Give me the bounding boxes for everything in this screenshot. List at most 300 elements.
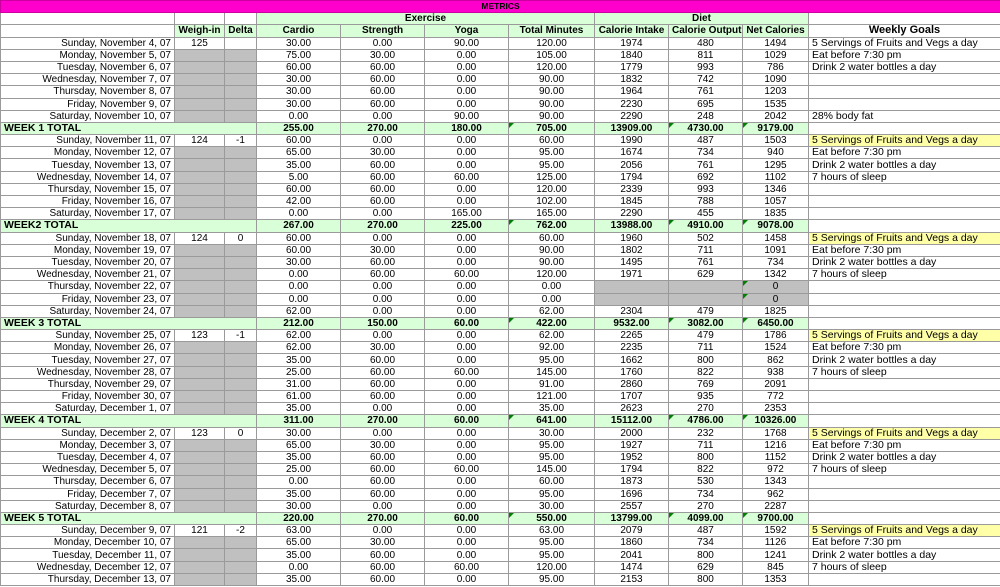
weekly-goals-header[interactable]: Weekly Goals <box>809 25 1000 37</box>
total-minutes-cell[interactable]: 30.00 <box>509 427 595 439</box>
calorie-output-cell[interactable]: 270 <box>669 500 743 512</box>
weekly-goal-cell[interactable]: 5 Servings of Fruits and Vegs a day <box>809 232 1000 244</box>
delta-cell[interactable] <box>225 549 257 561</box>
calorie-output-cell[interactable]: 487 <box>669 135 743 147</box>
net-calories-cell[interactable]: 1494 <box>743 37 809 49</box>
cardio-total-cell[interactable]: 220.00 <box>257 512 341 524</box>
weigh-in-cell[interactable] <box>175 342 225 354</box>
strength-cell[interactable]: 60.00 <box>341 366 425 378</box>
total-minutes-cell[interactable]: 95.00 <box>509 354 595 366</box>
calorie-intake-cell[interactable]: 1990 <box>595 135 669 147</box>
delta-cell[interactable] <box>225 305 257 317</box>
cardio-cell[interactable]: 62.00 <box>257 342 341 354</box>
delta-cell[interactable] <box>225 573 257 585</box>
delta-cell[interactable] <box>225 391 257 403</box>
weekly-goal-cell[interactable] <box>809 391 1000 403</box>
yoga-cell[interactable]: 0.00 <box>425 232 509 244</box>
weekly-goal-cell[interactable]: 5 Servings of Fruits and Vegs a day <box>809 525 1000 537</box>
calorie-output-cell[interactable]: 800 <box>669 354 743 366</box>
calorie-intake-cell[interactable] <box>595 293 669 305</box>
strength-cell[interactable]: 60.00 <box>341 451 425 463</box>
weigh-in-cell[interactable]: 123 <box>175 427 225 439</box>
delta-cell[interactable]: -1 <box>225 330 257 342</box>
weigh-in-cell[interactable] <box>175 74 225 86</box>
weigh-in-cell[interactable] <box>175 98 225 110</box>
cardio-cell[interactable]: 65.00 <box>257 439 341 451</box>
date-cell[interactable]: Monday, November 5, 07 <box>1 49 175 61</box>
date-cell[interactable]: Sunday, November 18, 07 <box>1 232 175 244</box>
net-calories-cell[interactable]: 1091 <box>743 244 809 256</box>
date-cell[interactable]: Friday, November 23, 07 <box>1 293 175 305</box>
cardio-cell[interactable]: 60.00 <box>257 135 341 147</box>
weekly-goal-cell[interactable]: Drink 2 water bottles a day <box>809 61 1000 73</box>
calorie-intake-cell[interactable]: 1802 <box>595 244 669 256</box>
weekly-goal-cell[interactable] <box>809 183 1000 195</box>
calorie-output-cell[interactable]: 800 <box>669 549 743 561</box>
calorie-output-cell[interactable]: 800 <box>669 573 743 585</box>
calorie-output-cell[interactable]: 761 <box>669 86 743 98</box>
goal-cell[interactable] <box>809 415 1000 427</box>
total-minutes-cell[interactable]: 90.00 <box>509 110 595 122</box>
calorie-intake-cell[interactable]: 1832 <box>595 74 669 86</box>
strength-cell[interactable]: 60.00 <box>341 196 425 208</box>
cardio-cell[interactable]: 30.00 <box>257 500 341 512</box>
cardio-total-cell[interactable]: 212.00 <box>257 317 341 329</box>
output-total-cell[interactable]: 4910.00 <box>669 220 743 232</box>
delta-cell[interactable]: -2 <box>225 525 257 537</box>
net-calories-cell[interactable]: 1029 <box>743 49 809 61</box>
calorie-output-cell[interactable]: 629 <box>669 561 743 573</box>
calorie-intake-cell[interactable]: 1960 <box>595 232 669 244</box>
weigh-in-cell[interactable] <box>175 183 225 195</box>
strength-cell[interactable]: 30.00 <box>341 537 425 549</box>
cardio-cell[interactable]: 0.00 <box>257 561 341 573</box>
net-calories-cell[interactable]: 1102 <box>743 171 809 183</box>
calorie-intake-cell[interactable]: 2230 <box>595 98 669 110</box>
calorie-intake-cell[interactable]: 2339 <box>595 183 669 195</box>
weigh-in-cell[interactable] <box>175 464 225 476</box>
cardio-cell[interactable]: 25.00 <box>257 464 341 476</box>
date-cell[interactable]: Tuesday, November 6, 07 <box>1 61 175 73</box>
net-calories-cell[interactable]: 1342 <box>743 269 809 281</box>
yoga-cell[interactable]: 0.00 <box>425 86 509 98</box>
calorie-intake-cell[interactable]: 2860 <box>595 378 669 390</box>
total-minutes-cell[interactable]: 92.00 <box>509 342 595 354</box>
minutes-total-cell[interactable]: 422.00 <box>509 317 595 329</box>
yoga-cell[interactable]: 60.00 <box>425 171 509 183</box>
strength-cell[interactable]: 60.00 <box>341 256 425 268</box>
calorie-output-cell[interactable]: 993 <box>669 183 743 195</box>
delta-cell[interactable] <box>225 208 257 220</box>
cardio-total-cell[interactable]: 255.00 <box>257 122 341 134</box>
delta-cell[interactable] <box>225 342 257 354</box>
header-cell[interactable] <box>175 13 225 25</box>
weigh-in-cell[interactable] <box>175 451 225 463</box>
weekly-goal-cell[interactable] <box>809 500 1000 512</box>
weigh-in-cell[interactable] <box>175 561 225 573</box>
intake-total-cell[interactable]: 15112.00 <box>595 415 669 427</box>
total-minutes-cell[interactable]: 95.00 <box>509 451 595 463</box>
date-cell[interactable]: Thursday, November 29, 07 <box>1 378 175 390</box>
net-calories-cell[interactable]: 1346 <box>743 183 809 195</box>
net-calories-cell[interactable]: 2091 <box>743 378 809 390</box>
strength-cell[interactable]: 0.00 <box>341 330 425 342</box>
calorie-intake-cell[interactable]: 1707 <box>595 391 669 403</box>
weekly-goal-cell[interactable] <box>809 293 1000 305</box>
cardio-cell[interactable]: 35.00 <box>257 159 341 171</box>
cardio-cell[interactable]: 35.00 <box>257 488 341 500</box>
weekly-goal-cell[interactable]: 5 Servings of Fruits and Vegs a day <box>809 37 1000 49</box>
delta-cell[interactable] <box>225 74 257 86</box>
calorie-intake-cell[interactable]: 1927 <box>595 439 669 451</box>
total-minutes-cell[interactable]: 120.00 <box>509 183 595 195</box>
exercise-group-header[interactable]: Exercise <box>257 13 595 25</box>
calorie-intake-cell[interactable]: 2304 <box>595 305 669 317</box>
header-cell[interactable] <box>1 13 175 25</box>
total-minutes-cell[interactable]: 102.00 <box>509 196 595 208</box>
calorie-intake-cell[interactable]: 1873 <box>595 476 669 488</box>
date-cell[interactable]: Monday, December 10, 07 <box>1 537 175 549</box>
total-minutes-header[interactable]: Total Minutes <box>509 25 595 37</box>
strength-cell[interactable]: 60.00 <box>341 573 425 585</box>
cardio-cell[interactable]: 0.00 <box>257 208 341 220</box>
weekly-goal-cell[interactable] <box>809 281 1000 293</box>
yoga-cell[interactable]: 0.00 <box>425 159 509 171</box>
total-minutes-cell[interactable]: 63.00 <box>509 525 595 537</box>
cardio-cell[interactable]: 31.00 <box>257 378 341 390</box>
date-cell[interactable]: Saturday, December 8, 07 <box>1 500 175 512</box>
delta-cell[interactable] <box>225 86 257 98</box>
strength-cell[interactable]: 60.00 <box>341 98 425 110</box>
calorie-output-cell[interactable]: 822 <box>669 366 743 378</box>
calorie-output-cell[interactable]: 695 <box>669 98 743 110</box>
minutes-total-cell[interactable]: 705.00 <box>509 122 595 134</box>
calorie-intake-cell[interactable]: 2623 <box>595 403 669 415</box>
net-calories-cell[interactable]: 940 <box>743 147 809 159</box>
weigh-in-cell[interactable]: 125 <box>175 37 225 49</box>
diet-group-header[interactable]: Diet <box>595 13 809 25</box>
strength-cell[interactable]: 60.00 <box>341 561 425 573</box>
total-minutes-cell[interactable]: 60.00 <box>509 135 595 147</box>
calorie-intake-cell[interactable] <box>595 281 669 293</box>
total-minutes-cell[interactable]: 165.00 <box>509 208 595 220</box>
calorie-intake-cell[interactable]: 1860 <box>595 537 669 549</box>
cardio-cell[interactable]: 30.00 <box>257 86 341 98</box>
weekly-goal-cell[interactable]: 7 hours of sleep <box>809 561 1000 573</box>
total-minutes-cell[interactable]: 95.00 <box>509 147 595 159</box>
delta-cell[interactable] <box>225 49 257 61</box>
cardio-cell[interactable]: 35.00 <box>257 549 341 561</box>
calorie-output-cell[interactable] <box>669 293 743 305</box>
calorie-intake-cell[interactable]: 1760 <box>595 366 669 378</box>
week-total-label[interactable]: WEEK 3 TOTAL <box>1 317 257 329</box>
net-calories-cell[interactable]: 972 <box>743 464 809 476</box>
strength-total-cell[interactable]: 150.00 <box>341 317 425 329</box>
output-total-cell[interactable]: 4099.00 <box>669 512 743 524</box>
weigh-in-cell[interactable] <box>175 159 225 171</box>
delta-cell[interactable] <box>225 98 257 110</box>
weigh-in-cell[interactable]: 124 <box>175 232 225 244</box>
total-minutes-cell[interactable]: 90.00 <box>509 256 595 268</box>
net-total-cell[interactable]: 6450.00 <box>743 317 809 329</box>
cardio-cell[interactable]: 62.00 <box>257 330 341 342</box>
calorie-output-cell[interactable]: 822 <box>669 464 743 476</box>
calorie-output-cell[interactable]: 455 <box>669 208 743 220</box>
calorie-output-cell[interactable]: 788 <box>669 196 743 208</box>
cardio-cell[interactable]: 0.00 <box>257 269 341 281</box>
total-minutes-cell[interactable]: 95.00 <box>509 573 595 585</box>
cardio-cell[interactable]: 0.00 <box>257 110 341 122</box>
date-cell[interactable]: Wednesday, December 5, 07 <box>1 464 175 476</box>
date-cell[interactable]: Tuesday, December 4, 07 <box>1 451 175 463</box>
delta-header[interactable]: Delta <box>225 25 257 37</box>
calorie-intake-cell[interactable]: 1794 <box>595 464 669 476</box>
calorie-output-cell[interactable]: 811 <box>669 49 743 61</box>
net-calories-cell[interactable]: 862 <box>743 354 809 366</box>
total-minutes-cell[interactable]: 95.00 <box>509 488 595 500</box>
calorie-output-cell[interactable]: 711 <box>669 244 743 256</box>
date-cell[interactable]: Saturday, November 10, 07 <box>1 110 175 122</box>
total-minutes-cell[interactable]: 90.00 <box>509 244 595 256</box>
weigh-in-cell[interactable]: 124 <box>175 135 225 147</box>
date-cell[interactable]: Wednesday, November 21, 07 <box>1 269 175 281</box>
cardio-cell[interactable]: 35.00 <box>257 354 341 366</box>
net-calories-cell[interactable]: 734 <box>743 256 809 268</box>
strength-cell[interactable]: 30.00 <box>341 244 425 256</box>
date-column-header[interactable] <box>1 25 175 37</box>
total-minutes-cell[interactable]: 30.00 <box>509 500 595 512</box>
calorie-output-cell[interactable]: 487 <box>669 525 743 537</box>
calorie-intake-cell[interactable]: 1964 <box>595 86 669 98</box>
delta-cell[interactable] <box>225 403 257 415</box>
date-cell[interactable]: Friday, November 16, 07 <box>1 196 175 208</box>
weekly-goal-cell[interactable]: 7 hours of sleep <box>809 269 1000 281</box>
strength-cell[interactable]: 30.00 <box>341 147 425 159</box>
minutes-total-cell[interactable]: 641.00 <box>509 415 595 427</box>
strength-cell[interactable]: 60.00 <box>341 74 425 86</box>
strength-cell[interactable]: 0.00 <box>341 110 425 122</box>
strength-cell[interactable]: 30.00 <box>341 439 425 451</box>
weigh-in-cell[interactable] <box>175 110 225 122</box>
goal-cell[interactable] <box>809 317 1000 329</box>
intake-total-cell[interactable]: 13909.00 <box>595 122 669 134</box>
yoga-cell[interactable]: 0.00 <box>425 403 509 415</box>
total-minutes-cell[interactable]: 90.00 <box>509 74 595 86</box>
total-minutes-cell[interactable]: 125.00 <box>509 171 595 183</box>
net-calories-cell[interactable]: 1090 <box>743 74 809 86</box>
net-calories-cell[interactable]: 1343 <box>743 476 809 488</box>
sheet-title[interactable]: METRICS <box>1 1 1000 13</box>
weigh-in-cell[interactable] <box>175 366 225 378</box>
cardio-cell[interactable]: 65.00 <box>257 147 341 159</box>
goal-cell[interactable] <box>809 220 1000 232</box>
yoga-cell[interactable]: 0.00 <box>425 500 509 512</box>
weigh-in-cell[interactable] <box>175 171 225 183</box>
strength-cell[interactable]: 60.00 <box>341 61 425 73</box>
strength-total-cell[interactable]: 270.00 <box>341 512 425 524</box>
delta-cell[interactable]: 0 <box>225 232 257 244</box>
delta-cell[interactable] <box>225 500 257 512</box>
yoga-cell[interactable]: 60.00 <box>425 366 509 378</box>
date-cell[interactable]: Saturday, November 24, 07 <box>1 305 175 317</box>
strength-cell[interactable]: 60.00 <box>341 269 425 281</box>
calorie-output-cell[interactable]: 502 <box>669 232 743 244</box>
cardio-cell[interactable]: 30.00 <box>257 256 341 268</box>
calorie-output-cell[interactable]: 479 <box>669 330 743 342</box>
net-calories-cell[interactable]: 845 <box>743 561 809 573</box>
total-minutes-cell[interactable]: 105.00 <box>509 49 595 61</box>
calorie-intake-cell[interactable]: 1495 <box>595 256 669 268</box>
strength-cell[interactable]: 60.00 <box>341 159 425 171</box>
weekly-goal-cell[interactable]: 7 hours of sleep <box>809 464 1000 476</box>
calorie-output-cell[interactable]: 270 <box>669 403 743 415</box>
cardio-cell[interactable]: 63.00 <box>257 525 341 537</box>
header-cell[interactable] <box>225 13 257 25</box>
net-calories-cell[interactable]: 1241 <box>743 549 809 561</box>
yoga-total-cell[interactable]: 60.00 <box>425 317 509 329</box>
strength-total-cell[interactable]: 270.00 <box>341 122 425 134</box>
total-minutes-cell[interactable]: 35.00 <box>509 403 595 415</box>
strength-cell[interactable]: 60.00 <box>341 549 425 561</box>
calorie-output-cell[interactable]: 480 <box>669 37 743 49</box>
weekly-goal-cell[interactable]: Eat before 7:30 pm <box>809 439 1000 451</box>
yoga-cell[interactable]: 0.00 <box>425 281 509 293</box>
strength-header[interactable]: Strength <box>341 25 425 37</box>
weigh-in-cell[interactable] <box>175 391 225 403</box>
weigh-in-cell[interactable] <box>175 86 225 98</box>
cardio-cell[interactable]: 62.00 <box>257 305 341 317</box>
yoga-cell[interactable]: 0.00 <box>425 525 509 537</box>
weekly-goal-cell[interactable]: 28% body fat <box>809 110 1000 122</box>
date-cell[interactable]: Sunday, November 25, 07 <box>1 330 175 342</box>
weigh-in-cell[interactable] <box>175 500 225 512</box>
cardio-cell[interactable]: 60.00 <box>257 183 341 195</box>
calorie-intake-cell[interactable]: 2041 <box>595 549 669 561</box>
strength-cell[interactable]: 30.00 <box>341 49 425 61</box>
calorie-intake-cell[interactable]: 2056 <box>595 159 669 171</box>
goal-cell[interactable] <box>809 512 1000 524</box>
delta-cell[interactable] <box>225 439 257 451</box>
total-minutes-cell[interactable]: 145.00 <box>509 366 595 378</box>
strength-cell[interactable]: 60.00 <box>341 464 425 476</box>
yoga-total-cell[interactable]: 225.00 <box>425 220 509 232</box>
cardio-cell[interactable]: 35.00 <box>257 403 341 415</box>
total-minutes-cell[interactable]: 62.00 <box>509 330 595 342</box>
delta-cell[interactable] <box>225 110 257 122</box>
delta-cell[interactable] <box>225 464 257 476</box>
calorie-intake-cell[interactable]: 2265 <box>595 330 669 342</box>
weekly-goal-cell[interactable] <box>809 573 1000 585</box>
cardio-cell[interactable]: 35.00 <box>257 451 341 463</box>
yoga-cell[interactable]: 0.00 <box>425 183 509 195</box>
delta-cell[interactable] <box>225 366 257 378</box>
delta-cell[interactable] <box>225 537 257 549</box>
net-calories-cell[interactable]: 1458 <box>743 232 809 244</box>
calorie-intake-cell[interactable]: 1662 <box>595 354 669 366</box>
weekly-goal-cell[interactable]: 7 hours of sleep <box>809 366 1000 378</box>
delta-cell[interactable] <box>225 171 257 183</box>
cardio-cell[interactable]: 25.00 <box>257 366 341 378</box>
weekly-goal-cell[interactable] <box>809 98 1000 110</box>
calorie-output-cell[interactable]: 734 <box>669 147 743 159</box>
strength-cell[interactable]: 0.00 <box>341 403 425 415</box>
output-total-cell[interactable]: 4730.00 <box>669 122 743 134</box>
cardio-cell[interactable]: 30.00 <box>257 37 341 49</box>
calorie-intake-cell[interactable]: 2153 <box>595 573 669 585</box>
net-calories-cell[interactable]: 1835 <box>743 208 809 220</box>
strength-cell[interactable]: 0.00 <box>341 281 425 293</box>
weekly-goal-cell[interactable] <box>809 86 1000 98</box>
cardio-cell[interactable]: 60.00 <box>257 232 341 244</box>
net-calories-cell[interactable]: 1203 <box>743 86 809 98</box>
calorie-intake-cell[interactable]: 2290 <box>595 208 669 220</box>
strength-cell[interactable]: 60.00 <box>341 488 425 500</box>
delta-cell[interactable] <box>225 147 257 159</box>
weigh-in-cell[interactable] <box>175 476 225 488</box>
weekly-goal-cell[interactable]: 7 hours of sleep <box>809 171 1000 183</box>
calorie-intake-cell[interactable]: 1674 <box>595 147 669 159</box>
weigh-in-cell[interactable] <box>175 305 225 317</box>
total-minutes-cell[interactable]: 0.00 <box>509 281 595 293</box>
yoga-cell[interactable]: 0.00 <box>425 573 509 585</box>
yoga-cell[interactable]: 90.00 <box>425 37 509 49</box>
weekly-goal-cell[interactable]: Eat before 7:30 pm <box>809 147 1000 159</box>
strength-cell[interactable]: 60.00 <box>341 391 425 403</box>
delta-cell[interactable] <box>225 244 257 256</box>
date-cell[interactable]: Tuesday, November 27, 07 <box>1 354 175 366</box>
date-cell[interactable]: Wednesday, November 7, 07 <box>1 74 175 86</box>
calorie-intake-cell[interactable]: 2290 <box>595 110 669 122</box>
yoga-cell[interactable]: 60.00 <box>425 464 509 476</box>
net-calories-cell[interactable]: 1786 <box>743 330 809 342</box>
date-cell[interactable]: Monday, December 3, 07 <box>1 439 175 451</box>
strength-total-cell[interactable]: 270.00 <box>341 220 425 232</box>
calorie-output-cell[interactable]: 232 <box>669 427 743 439</box>
weigh-in-cell[interactable]: 121 <box>175 525 225 537</box>
weigh-in-cell[interactable] <box>175 573 225 585</box>
date-cell[interactable]: Friday, November 30, 07 <box>1 391 175 403</box>
calorie-output-cell[interactable]: 530 <box>669 476 743 488</box>
yoga-cell[interactable]: 0.00 <box>425 330 509 342</box>
yoga-total-cell[interactable]: 180.00 <box>425 122 509 134</box>
yoga-cell[interactable]: 0.00 <box>425 476 509 488</box>
calorie-output-cell[interactable]: 734 <box>669 537 743 549</box>
cardio-header[interactable]: Cardio <box>257 25 341 37</box>
weekly-goal-cell[interactable]: Drink 2 water bottles a day <box>809 256 1000 268</box>
calorie-output-header[interactable]: Calorie Output <box>669 25 743 37</box>
calorie-output-cell[interactable]: 993 <box>669 61 743 73</box>
net-calories-cell[interactable]: 1295 <box>743 159 809 171</box>
delta-cell[interactable] <box>225 561 257 573</box>
total-minutes-cell[interactable]: 95.00 <box>509 537 595 549</box>
delta-cell[interactable] <box>225 269 257 281</box>
net-calories-cell[interactable]: 1503 <box>743 135 809 147</box>
net-calories-cell[interactable]: 0 <box>743 281 809 293</box>
yoga-cell[interactable]: 0.00 <box>425 256 509 268</box>
calorie-output-cell[interactable]: 935 <box>669 391 743 403</box>
goal-cell[interactable] <box>809 122 1000 134</box>
weigh-in-cell[interactable] <box>175 256 225 268</box>
weekly-goal-cell[interactable] <box>809 488 1000 500</box>
net-calories-cell[interactable]: 2042 <box>743 110 809 122</box>
yoga-cell[interactable]: 0.00 <box>425 549 509 561</box>
total-minutes-cell[interactable]: 120.00 <box>509 61 595 73</box>
yoga-cell[interactable]: 165.00 <box>425 208 509 220</box>
yoga-total-cell[interactable]: 60.00 <box>425 512 509 524</box>
calorie-intake-cell[interactable]: 1974 <box>595 37 669 49</box>
calorie-intake-cell[interactable]: 1971 <box>595 269 669 281</box>
strength-cell[interactable]: 0.00 <box>341 500 425 512</box>
